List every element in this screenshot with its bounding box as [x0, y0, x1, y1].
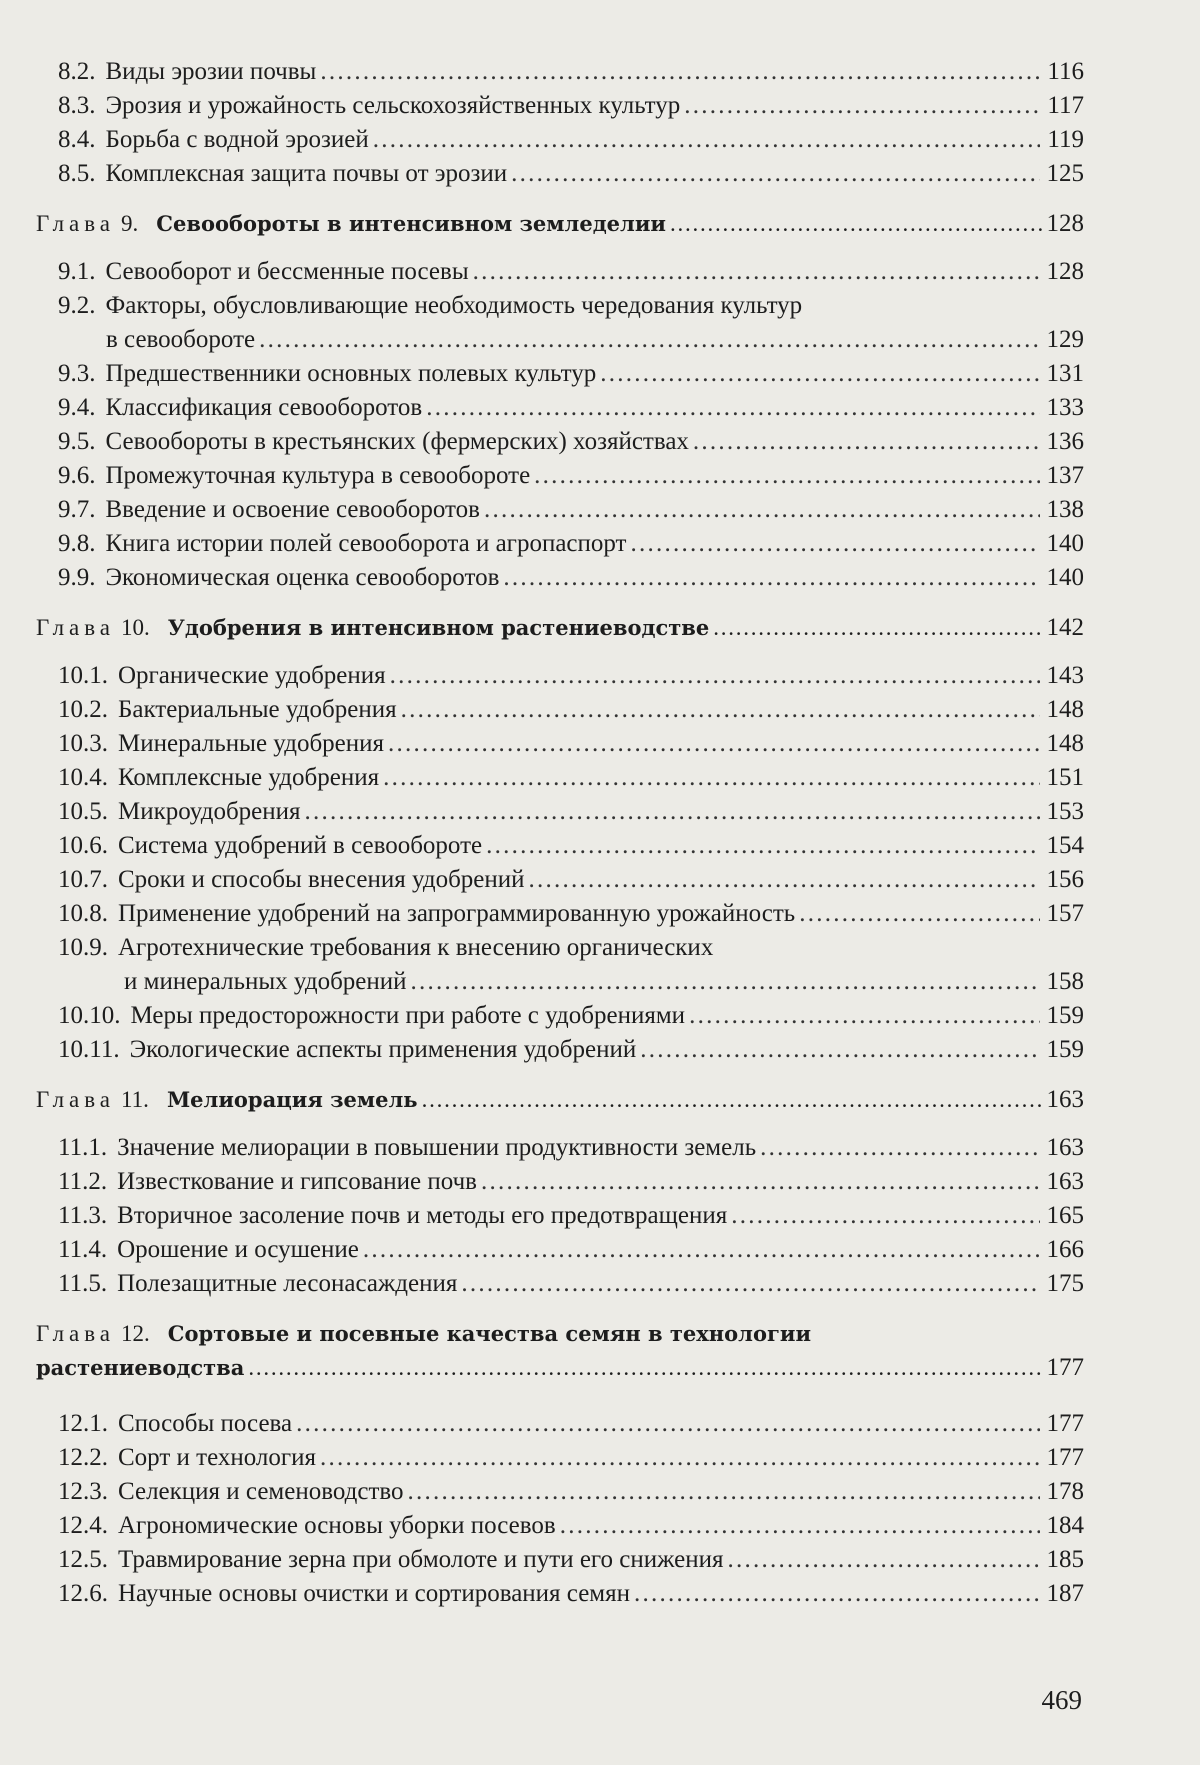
entry-page: 159 [1046, 1002, 1084, 1029]
entry-number: 10.11. [58, 1036, 120, 1063]
entry-page: 151 [1046, 764, 1084, 791]
entry-page: 175 [1046, 1270, 1084, 1297]
dot-leader [383, 761, 1040, 795]
entry-title: Система удобрений в севообороте [118, 832, 483, 859]
entry-number: 12.4. [58, 1512, 108, 1539]
chapter-heading-10 [36, 611, 1084, 645]
dot-leader [799, 897, 1040, 931]
entry-title: Орошение и осушение [117, 1236, 359, 1263]
entry-page: 163 [1046, 1168, 1084, 1195]
chapter-10-items [36, 659, 1084, 1067]
toc-entry [58, 1509, 1084, 1543]
chapter-label: Глава [36, 1321, 116, 1346]
toc-entry [58, 1441, 1084, 1475]
entry-number: 9.1. [58, 258, 96, 285]
entry-title: Севообороты в крестьянских (фермерских) хозяйствах [105, 428, 689, 455]
dot-leader [534, 459, 1040, 493]
entry-number: 9.3. [58, 360, 96, 387]
toc-entry [58, 1165, 1084, 1199]
entry-page: 136 [1046, 428, 1084, 455]
entry-page: 148 [1046, 730, 1084, 757]
dot-leader [693, 425, 1040, 459]
entry-number: 9.7. [58, 496, 96, 523]
entry-number: 10.5. [58, 798, 108, 825]
dot-leader [296, 1407, 1040, 1441]
entry-title: Агротехнические требования к внесению органических [118, 934, 714, 961]
entry-title: Сорт и технология [118, 1444, 316, 1471]
dot-leader [511, 157, 1040, 191]
dot-leader [486, 829, 1040, 863]
entry-number: 11.4. [58, 1236, 108, 1263]
entry-page: 166 [1046, 1236, 1084, 1263]
entry-number: 11.3. [58, 1202, 108, 1229]
dot-leader [388, 727, 1040, 761]
chapter-title: Сортовые и посевные качества семян в технологии [167, 1321, 812, 1346]
dot-leader [363, 1233, 1040, 1267]
entry-page: 178 [1046, 1478, 1084, 1505]
entry-title: Минеральные удобрения [118, 730, 385, 757]
toc-entry [58, 89, 1084, 123]
entry-title: Полезащитные лесонасаждения [117, 1270, 458, 1297]
toc-entry-continuation [58, 323, 1084, 357]
entry-page: 163 [1046, 1134, 1084, 1161]
chapter-11-items [36, 1131, 1084, 1301]
dot-leader [600, 357, 1040, 391]
toc-entry [58, 863, 1084, 897]
entry-number: 8.2. [58, 58, 96, 85]
entry-title: Микроудобрения [118, 798, 301, 825]
entry-page: 133 [1046, 394, 1084, 421]
toc-entry [58, 659, 1084, 693]
entry-page: 157 [1046, 900, 1084, 927]
entry-number: 8.5. [58, 160, 96, 187]
entry-page: 128 [1046, 258, 1084, 285]
entry-page: 143 [1046, 662, 1084, 689]
entry-title: Книга истории полей севооборота и агропаспорт [105, 530, 627, 557]
entry-title: Экологические аспекты применения удобрений [129, 1036, 637, 1063]
dot-leader [373, 123, 1040, 157]
toc-entry [58, 1543, 1084, 1577]
toc-entry [58, 1577, 1084, 1611]
chapter-page: 177 [1046, 1354, 1084, 1381]
entry-page: 117 [1047, 92, 1084, 119]
entry-title: Значение мелиорации в повышении продуктивности земель [117, 1134, 757, 1161]
entry-number: 10.1. [58, 662, 108, 689]
entry-number: 9.2. [58, 292, 96, 319]
chapter-title-continued: растениеводства [36, 1355, 245, 1380]
entry-number: 10.6. [58, 832, 108, 859]
dot-leader [320, 1441, 1040, 1475]
chapter-number: 10. [121, 615, 150, 640]
entry-page: 165 [1046, 1202, 1084, 1229]
chapter-heading-11 [36, 1083, 1084, 1117]
chapter-9-items [36, 255, 1084, 595]
entry-number: 10.7. [58, 866, 108, 893]
entry-title: Эрозия и урожайность сельскохозяйственных культур [105, 92, 681, 119]
dot-leader [422, 1083, 1043, 1117]
entry-page: 177 [1046, 1410, 1084, 1437]
toc-entry [58, 561, 1084, 595]
chapter-label: Глава [36, 211, 116, 236]
entry-title-continued: и минеральных удобрений [124, 968, 407, 995]
toc-entry [58, 897, 1084, 931]
dot-leader [426, 391, 1040, 425]
entry-number: 10.2. [58, 696, 108, 723]
entry-number: 12.5. [58, 1546, 108, 1573]
dot-leader [727, 1543, 1040, 1577]
entry-title: Виды эрозии почвы [105, 58, 317, 85]
entry-title: Введение и освоение севооборотов [105, 496, 480, 523]
entry-title: Бактериальные удобрения [118, 696, 397, 723]
dot-leader [473, 255, 1040, 289]
entry-title: Вторичное засоление почв и методы его предотвращения [117, 1202, 728, 1229]
toc-entry [58, 999, 1084, 1033]
entry-title-continued: в севообороте [106, 326, 256, 353]
dot-leader [684, 89, 1040, 123]
entry-title: Агрономические основы уборки посевов [118, 1512, 556, 1539]
toc-entry [58, 693, 1084, 727]
entry-title: Сроки и способы внесения удобрений [118, 866, 525, 893]
entry-number: 10.8. [58, 900, 108, 927]
entry-number: 9.9. [58, 564, 96, 591]
toc-entry-wrapped [58, 289, 1084, 323]
entry-title: Борьба с водной эрозией [105, 126, 369, 153]
entry-page: 153 [1046, 798, 1084, 825]
dot-leader [760, 1131, 1040, 1165]
entry-number: 10.9. [58, 934, 108, 961]
dot-leader [713, 611, 1042, 645]
toc-entry [58, 795, 1084, 829]
dot-leader [305, 795, 1040, 829]
toc-entry [58, 1199, 1084, 1233]
entry-number: 11.1. [58, 1134, 108, 1161]
entry-page: 154 [1046, 832, 1084, 859]
toc-entry [58, 425, 1084, 459]
entry-title: Предшественники основных полевых культур [105, 360, 597, 387]
toc-entry [58, 459, 1084, 493]
entry-title: Применение удобрений на запрограммированную урожайность [118, 900, 796, 927]
entry-number: 9.5. [58, 428, 96, 455]
entry-page: 137 [1046, 462, 1084, 489]
entry-page: 187 [1046, 1580, 1084, 1607]
chapter-number: 11. [121, 1087, 149, 1112]
entry-number: 8.4. [58, 126, 96, 153]
dot-leader [630, 527, 1040, 561]
entry-title: Известкование и гипсование почв [117, 1168, 477, 1195]
toc-entry [58, 157, 1084, 191]
toc-entry [58, 391, 1084, 425]
entry-page: 138 [1046, 496, 1084, 523]
dot-leader [259, 323, 1040, 357]
dot-leader [408, 1475, 1040, 1509]
entry-number: 11.2. [58, 1168, 108, 1195]
toc-entry [58, 255, 1084, 289]
chapter-title: Севообороты в интенсивном земледелии [156, 211, 667, 236]
chapter-heading-9 [36, 207, 1084, 241]
chapter-label: Глава [36, 615, 116, 640]
entry-title: Органические удобрения [118, 662, 386, 689]
entry-title: Севооборот и бессменные посевы [105, 258, 469, 285]
entry-title: Комплексная защита почвы от эрозии [105, 160, 508, 187]
entry-page: 140 [1046, 530, 1084, 557]
entry-page: 140 [1046, 564, 1084, 591]
toc-entry [58, 1407, 1084, 1441]
entry-title: Меры предосторожности при работе с удобрениями [130, 1002, 686, 1029]
toc-entry [58, 727, 1084, 761]
dot-leader [640, 1033, 1040, 1067]
entry-page: 116 [1047, 58, 1084, 85]
toc-entry [58, 1475, 1084, 1509]
chapter-page: 163 [1046, 1086, 1084, 1113]
entry-number: 9.6. [58, 462, 96, 489]
entry-page: 177 [1046, 1444, 1084, 1471]
entry-page: 129 [1046, 326, 1084, 353]
chapter-heading-12 [36, 1317, 1084, 1385]
chapter-number: 9. [121, 211, 139, 236]
chapter-label: Глава [36, 1087, 116, 1112]
dot-leader [731, 1199, 1040, 1233]
entry-title: Селекция и семеноводство [118, 1478, 404, 1505]
toc-entry [58, 357, 1084, 391]
entry-page: 148 [1046, 696, 1084, 723]
toc-entry [58, 829, 1084, 863]
dot-leader [320, 55, 1040, 89]
entry-title: Научные основы очистки и сортирования семян [118, 1580, 630, 1607]
entry-number: 10.4. [58, 764, 108, 791]
chapter-title: Мелиорация земель [166, 1087, 418, 1112]
dot-leader [529, 863, 1040, 897]
entry-title: Промежуточная культура в севообороте [105, 462, 531, 489]
dot-leader [689, 999, 1040, 1033]
chapter-number: 12. [121, 1321, 150, 1346]
entry-number: 12.6. [58, 1580, 108, 1607]
entry-page: 185 [1046, 1546, 1084, 1573]
dot-leader [560, 1509, 1040, 1543]
entry-title: Комплексные удобрения [118, 764, 380, 791]
section-8-items [36, 55, 1084, 191]
entry-page: 131 [1046, 360, 1084, 387]
entry-number: 10.3. [58, 730, 108, 757]
toc-entry [58, 527, 1084, 561]
toc-entry [58, 123, 1084, 157]
chapter-page: 142 [1046, 614, 1084, 641]
entry-page: 158 [1046, 968, 1084, 995]
entry-page: 125 [1046, 160, 1084, 187]
entry-page: 119 [1047, 126, 1084, 153]
toc-entry [58, 1131, 1084, 1165]
entry-number: 9.4. [58, 394, 96, 421]
entry-title: Травмирование зерна при обмолоте и пути его снижения [118, 1546, 724, 1573]
entry-title: Классификация севооборотов [105, 394, 423, 421]
dot-leader [248, 1351, 1042, 1385]
entry-number: 12.3. [58, 1478, 108, 1505]
entry-page: 159 [1046, 1036, 1084, 1063]
entry-number: 12.2. [58, 1444, 108, 1471]
toc-entry-continuation [58, 965, 1084, 999]
toc-entry [58, 1267, 1084, 1301]
page-number: 469 [1041, 1685, 1082, 1715]
toc-entry [58, 1033, 1084, 1067]
dot-leader [411, 965, 1040, 999]
entry-number: 12.1. [58, 1410, 108, 1437]
entry-number: 11.5. [58, 1270, 108, 1297]
chapter-title: Удобрения в интенсивном растениеводстве [167, 615, 710, 640]
dot-leader [401, 693, 1040, 727]
toc-entry [58, 1233, 1084, 1267]
entry-title: Способы посева [118, 1410, 293, 1437]
chapter-page: 128 [1046, 210, 1084, 237]
entry-title: Факторы, обусловливающие необходимость чередования культур [105, 292, 803, 319]
dot-leader [390, 659, 1040, 693]
dot-leader [484, 493, 1040, 527]
dot-leader [481, 1165, 1040, 1199]
dot-leader [461, 1267, 1040, 1301]
toc-entry-wrapped [58, 931, 1084, 965]
entry-title: Экономическая оценка севооборотов [105, 564, 500, 591]
toc-entry [58, 493, 1084, 527]
toc-entry [58, 55, 1084, 89]
entry-number: 9.8. [58, 530, 96, 557]
toc-entry [58, 761, 1084, 795]
entry-number: 8.3. [58, 92, 96, 119]
entry-page: 156 [1046, 866, 1084, 893]
dot-leader [670, 207, 1042, 241]
dot-leader [503, 561, 1040, 595]
dot-leader [634, 1577, 1040, 1611]
chapter-12-items [36, 1407, 1084, 1611]
entry-page: 184 [1046, 1512, 1084, 1539]
entry-number: 10.10. [58, 1002, 121, 1029]
